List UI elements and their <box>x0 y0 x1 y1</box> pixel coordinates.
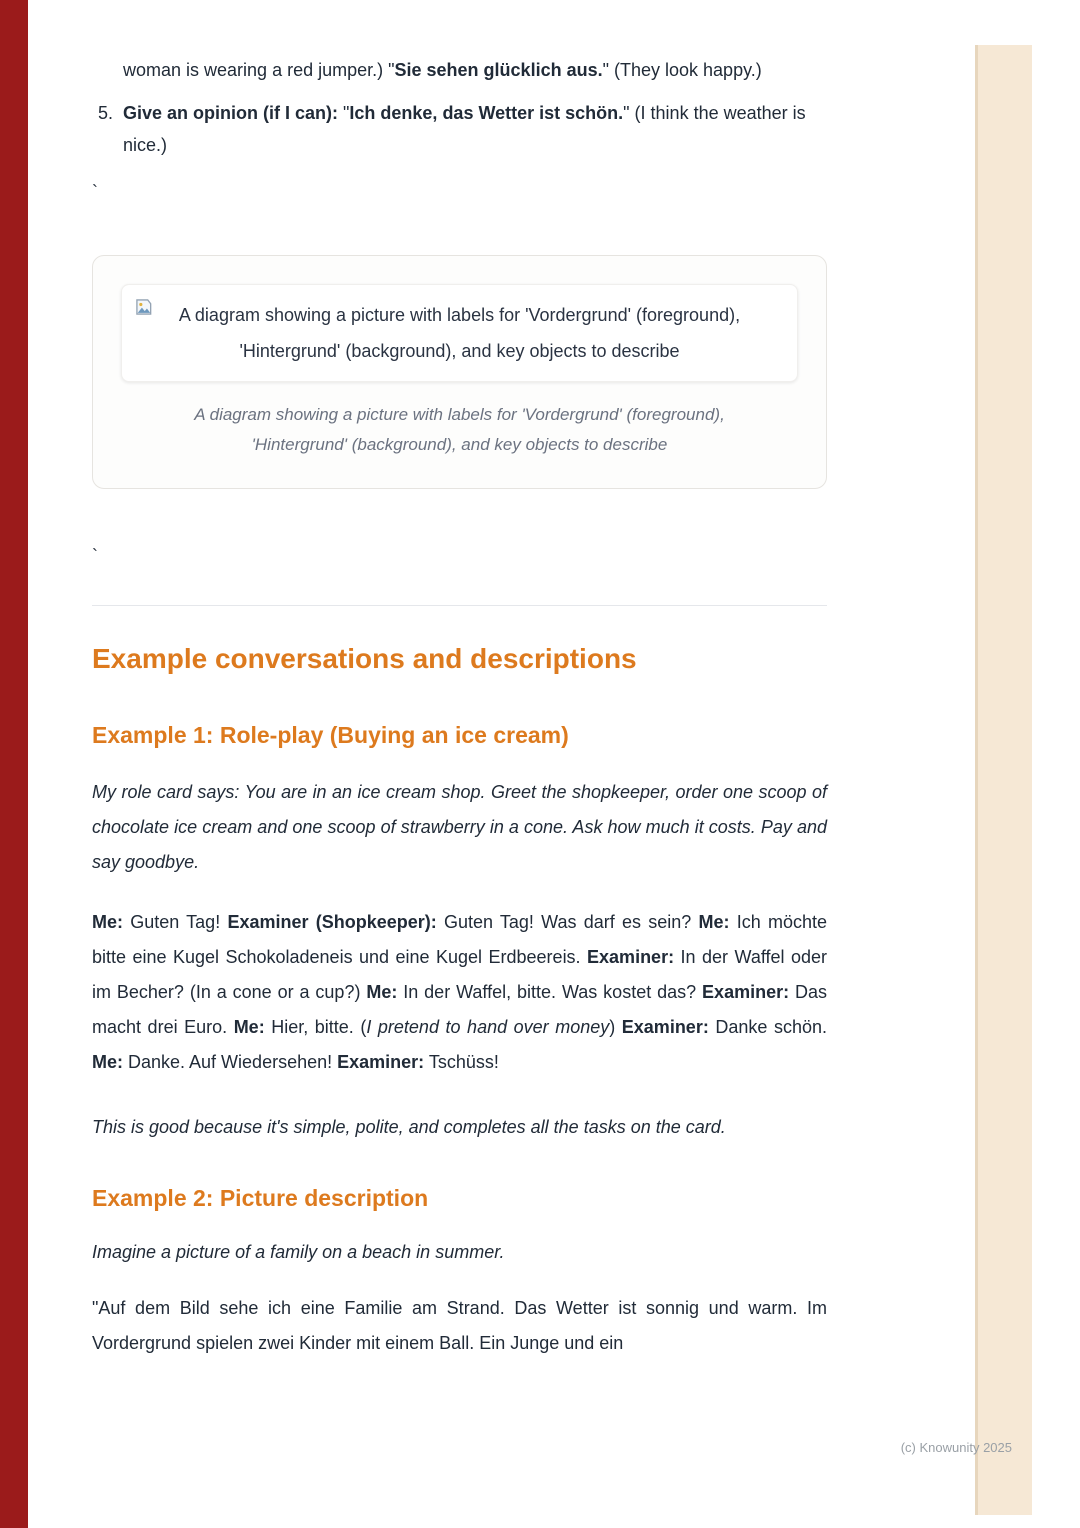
copyright-notice: (c) Knowunity 2025 <box>900 1440 1012 1455</box>
example-2-heading: Example 2: Picture description <box>92 1185 429 1211</box>
speaking-tips-list <box>92 54 827 161</box>
section-heading: Example conversations and descriptions <box>92 643 637 674</box>
section-divider <box>92 605 827 606</box>
role-card-text: My role card says: You are in an ice cream shop. Greet the shopkeeper, order one scoop of chocolate ice cream and one scoop of strawberry in a cone. Ask how much it costs. Pay and say goodbye. <box>92 782 827 872</box>
broken-image-placeholder <box>121 284 798 382</box>
left-accent-bar <box>0 0 28 1528</box>
stray-backtick: ` <box>92 182 98 202</box>
list-item-text: Give an opinion (if I can): "Ich denke, das Wetter ist schön." (I think the weather is nice.) <box>123 103 806 155</box>
dialogue-text: Me: Guten Tag! Examiner (Shopkeeper): Guten Tag! Was darf es sein? Me: Ich möchte bitte eine Kugel Schokoladeneis und eine Kugel Erdbeereis. Examiner: In der Waffel oder im Becher? (In a cone or a cup?) Me: In der Waffel, bitte. Was kostet das? Examiner: Das macht drei Euro. Me: Hier, bitte. (I pretend to hand over money) Examiner: Danke schön. Me: Danke. Auf Wiedersehen! Examiner: Tschüss! <box>92 912 828 1072</box>
broken-image-icon <box>134 297 154 317</box>
figure-caption: A diagram showing a picture with labels for 'Vordergrund' (foreground), 'Hintergrund' (background), and key objects to describe <box>194 405 725 454</box>
image-alt-text: A diagram showing a picture with labels for 'Vordergrund' (foreground), 'Hintergrund' (background), and key objects to describe <box>178 305 741 361</box>
stray-backtick: ` <box>92 546 98 566</box>
right-decorative-bar <box>975 45 1032 1515</box>
figure-card <box>92 255 827 489</box>
example-1-heading: Example 1: Role-play (Buying an ice cream) <box>92 722 569 748</box>
list-item-5 <box>92 97 827 161</box>
list-item-number: 5. <box>98 103 114 123</box>
notes-content <box>92 0 827 1361</box>
example-1-comment: This is good because it's simple, polite, and completes all the tasks on the card. <box>92 1117 726 1137</box>
example-2-intro: Imagine a picture of a family on a beach in summer. <box>92 1242 505 1262</box>
list-item-text: woman is wearing a red jumper.) "Sie sehen glücklich aus." (They look happy.) <box>123 60 762 80</box>
picture-description-text: "Auf dem Bild sehe ich eine Familie am Strand. Das Wetter ist sonnig und warm. Im Vordergrund spielen zwei Kinder mit einem Ball. Ein Junge und ein <box>92 1298 827 1353</box>
list-item-continuation <box>92 54 827 86</box>
